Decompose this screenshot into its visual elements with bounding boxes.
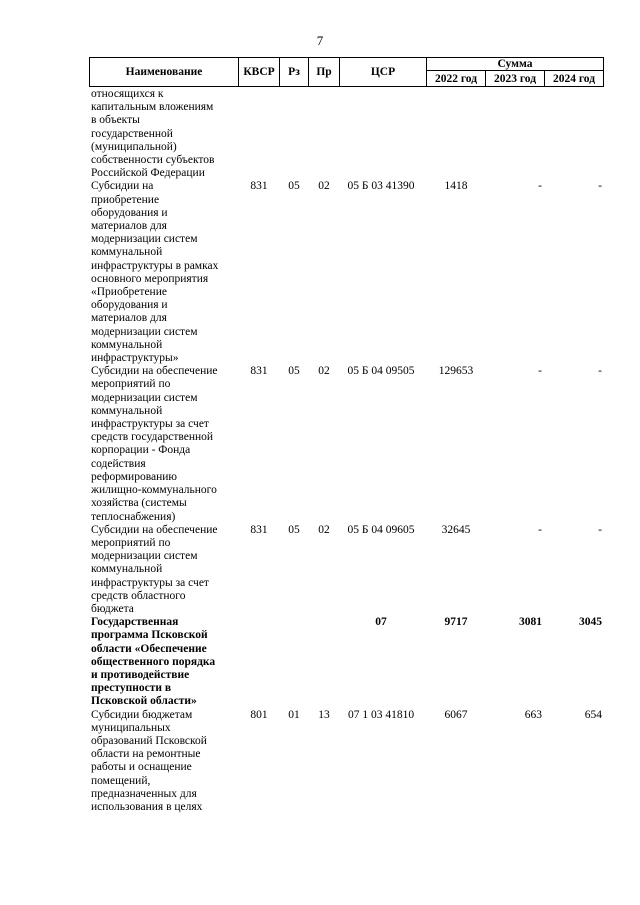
row-pr: 02	[318, 180, 330, 193]
row-sum-2024: -	[598, 180, 602, 193]
table-body	[89, 88, 609, 814]
row-kvsr: 831	[250, 180, 268, 193]
row-csr: 05 Б 04 09605	[347, 523, 415, 536]
row-sum-2022: 1418	[444, 180, 468, 193]
table-row	[89, 180, 609, 365]
row-name: Государственная программа Псковской области «Обеспечение общественного порядка и противодействие преступности в Псковской области»	[91, 616, 216, 708]
row-csr: 05 Б 03 41390	[347, 180, 415, 193]
row-sum-2022: 129653	[438, 365, 474, 378]
row-name: Субсидии на приобретение оборудования и материалов для модернизации систем коммунальной инфраструктуры в рамках основного мероприятия «Приобретение оборудования и материалов для модернизации систем коммунальной инфраструктуры»	[91, 180, 219, 365]
header-sum: Сумма	[427, 58, 604, 71]
header-name: Наименование	[90, 58, 239, 87]
table-row	[89, 365, 609, 523]
table-row	[89, 88, 609, 180]
table-row-program	[89, 616, 609, 708]
header-year-2023: 2023 год	[486, 71, 545, 87]
row-rz: 05	[288, 523, 300, 536]
row-sum-2023: 663	[524, 708, 542, 721]
row-sum-2022: 6067	[444, 708, 468, 721]
table-header	[89, 57, 604, 87]
header-rz: Рз	[280, 58, 309, 87]
header-year-2024: 2024 год	[545, 71, 604, 87]
row-sum-2024: 3045	[579, 616, 602, 629]
row-csr: 07	[375, 616, 387, 629]
row-pr: 02	[318, 365, 330, 378]
row-rz: 01	[288, 708, 300, 721]
row-pr: 13	[318, 708, 330, 721]
header-year-2022: 2022 год	[427, 71, 486, 87]
row-csr: 05 Б 04 09505	[347, 365, 415, 378]
row-kvsr: 801	[250, 708, 268, 721]
page-number: 7	[316, 33, 324, 48]
row-name: Субсидии бюджетам муниципальных образований Псковской области на ремонтные работы и оснащение помещений, предназначенных для использования в целях	[91, 708, 207, 813]
row-sum-2024: 654	[584, 708, 602, 721]
row-name: Субсидии на обеспечение мероприятий по модернизации систем коммунальной инфраструктуры за счет средств государственной корпорации - Фонда содействия реформированию жилищно-коммунального хозяйства (системы теплоснабжения)	[91, 365, 218, 523]
row-kvsr: 831	[250, 365, 268, 378]
row-name: Субсидии на обеспечение мероприятий по модернизации систем коммунальной инфраструктуры за счет средств областного бюджета	[91, 523, 218, 615]
row-sum-2023: -	[538, 523, 542, 536]
row-rz: 05	[288, 180, 300, 193]
row-sum-2023: 3081	[519, 616, 542, 629]
header-kvsr: КВСР	[239, 58, 280, 87]
row-sum-2023: -	[538, 180, 542, 193]
row-name: относящихся к капитальным вложениям в объекты государственной (муниципальной) собственности субъектов Российской Федерации	[91, 88, 215, 180]
row-sum-2022: 32645	[441, 523, 471, 536]
table-row	[89, 524, 609, 616]
row-kvsr: 831	[250, 523, 268, 536]
table-row	[89, 709, 609, 815]
row-sum-2023: -	[538, 365, 542, 378]
row-sum-2022: 9717	[444, 616, 468, 629]
row-rz: 05	[288, 365, 300, 378]
row-csr: 07 1 03 41810	[347, 708, 415, 721]
header-pr: Пр	[309, 58, 340, 87]
row-sum-2024: -	[598, 365, 602, 378]
row-sum-2024: -	[598, 523, 602, 536]
row-pr: 02	[318, 523, 330, 536]
header-csr: ЦСР	[340, 58, 427, 87]
